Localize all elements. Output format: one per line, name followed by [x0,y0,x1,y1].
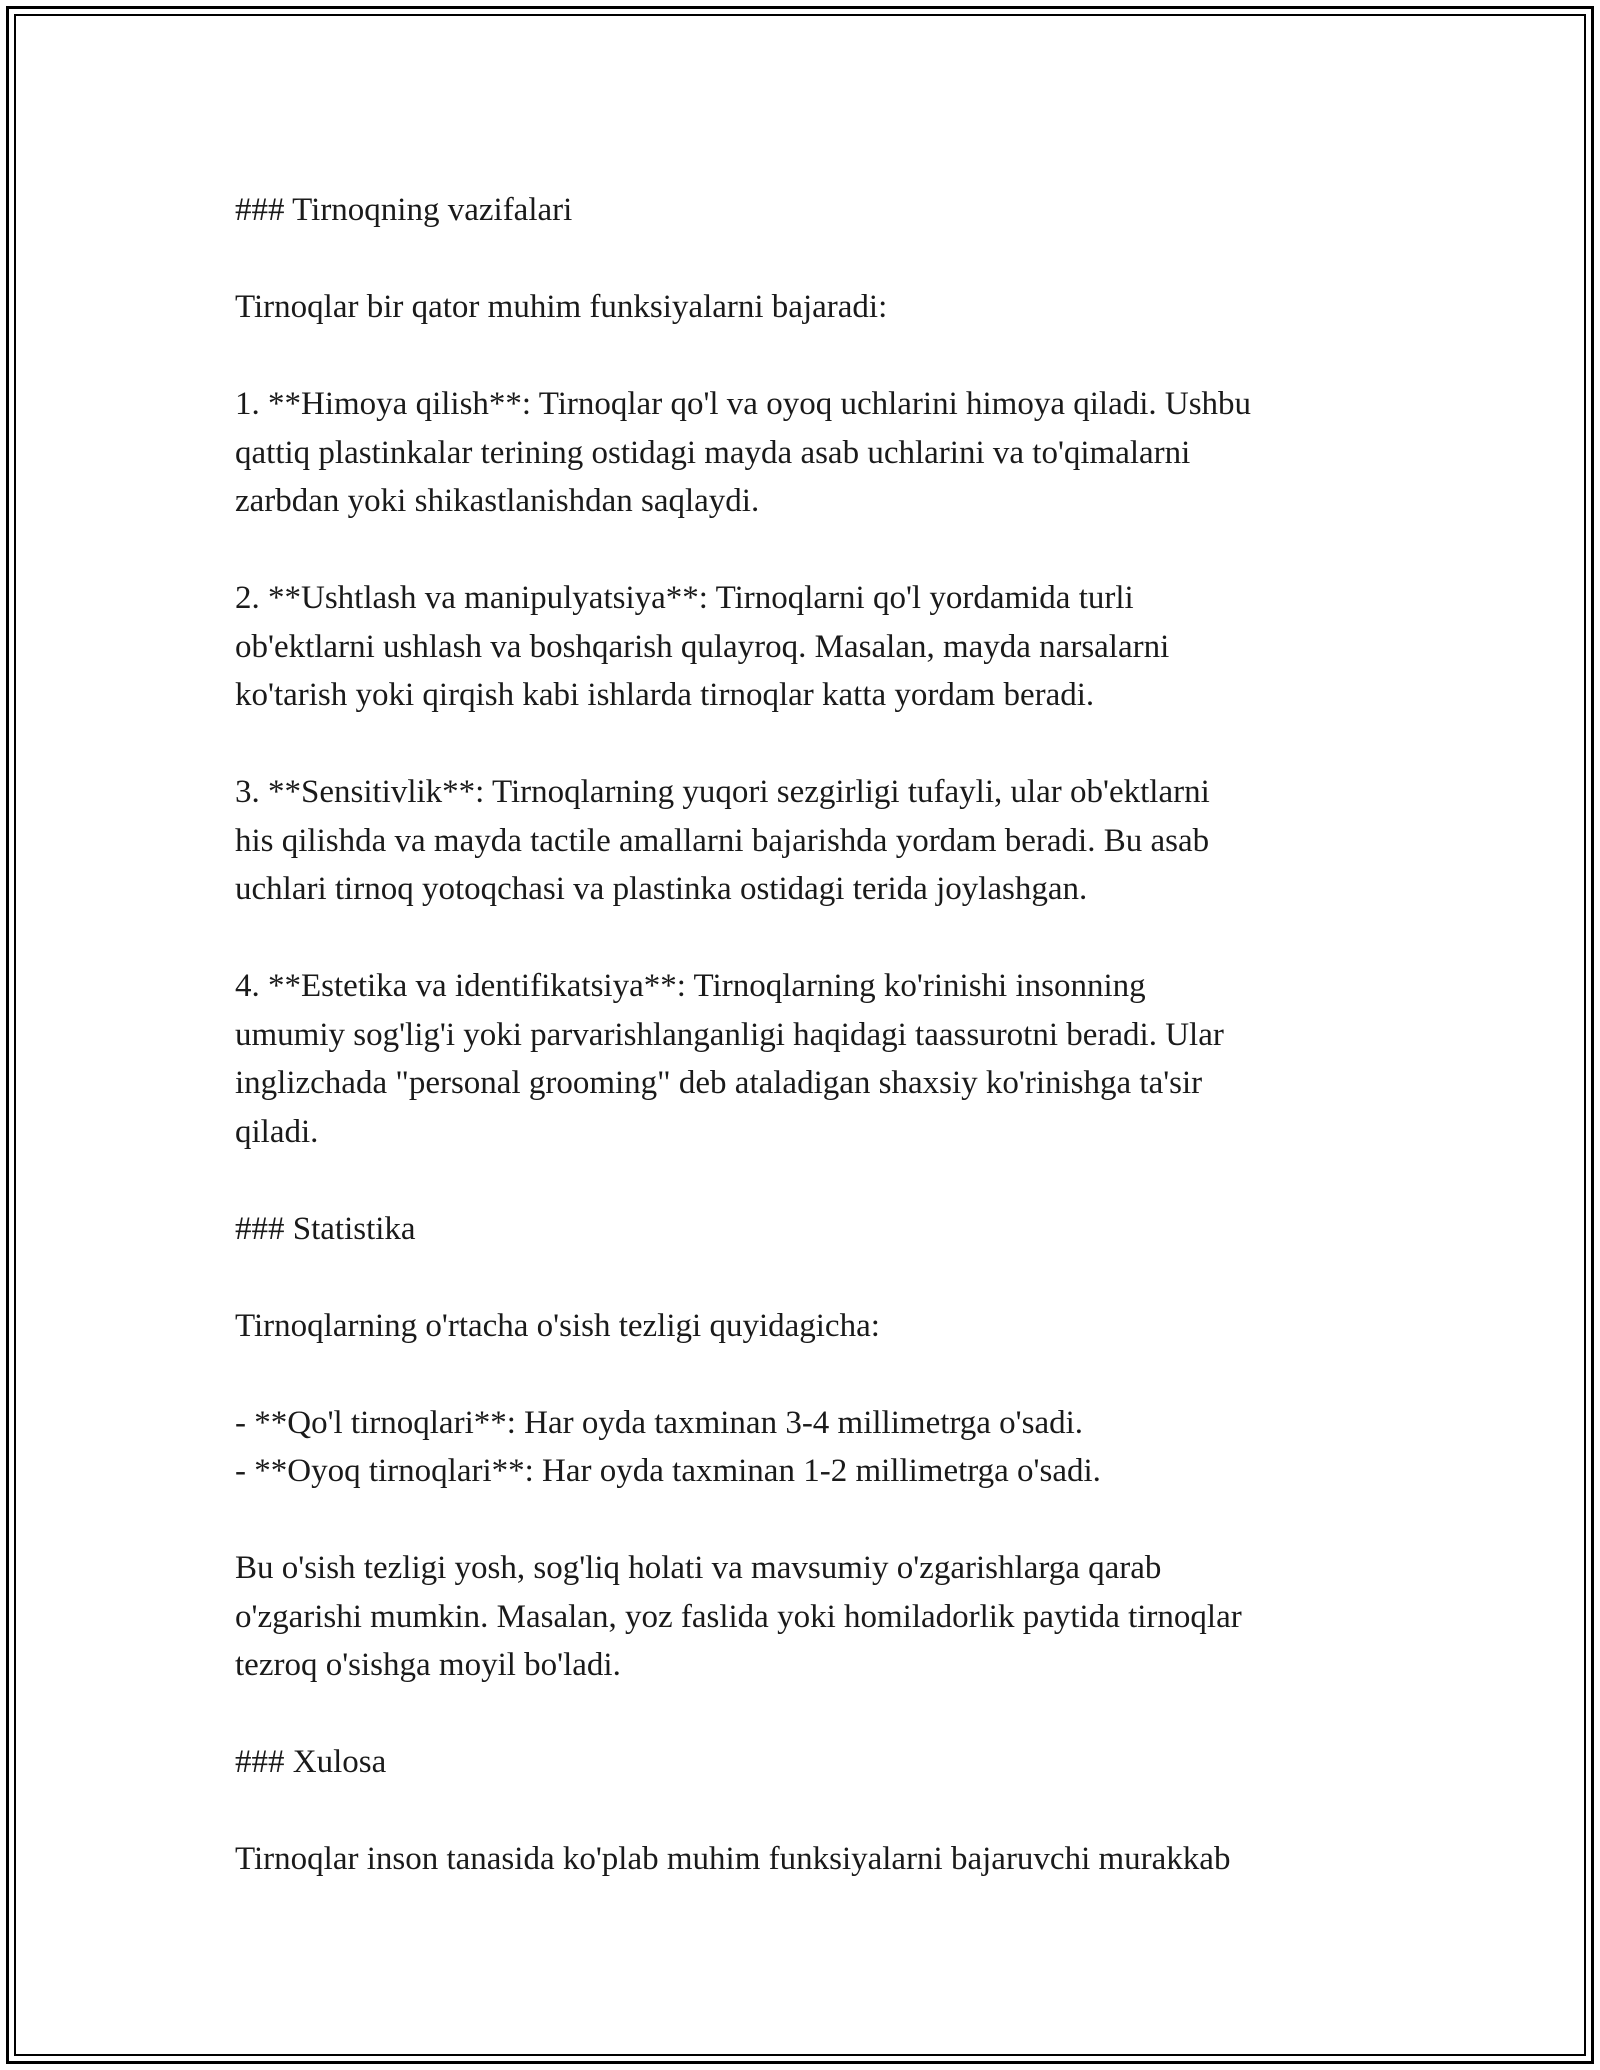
heading-tirnoqning-vazifalari [235,186,1385,235]
growth-bullet-list [235,1399,1385,1496]
xulosa-paragraph [235,1835,1385,1884]
list-item-line: inglizchada "personal grooming" deb ataladigan shaxsiy ko'rinishga ta'sir [235,1065,1203,1101]
list-item-line: his qilishda va mayda tactile amallarni bajarishda yordam beradi. Bu asab [235,822,1210,859]
heading-statistika [235,1205,1385,1254]
list-item-line: umumiy sog'lig'i yoki parvarishlanganligi haqidagi taassurotni beradi. Ular [235,1016,1224,1053]
list-item-line: 4. **Estetika va identifikatsiya**: Tirnoqlarning ko'rinishi insonning [235,968,1146,1004]
document-body [235,186,1385,1884]
list-item-line: zarbdan yoki shikastlanishdan saqlaydi. [235,483,760,519]
list-item-estetika [235,962,1385,1156]
heading-xulosa [235,1738,1385,1787]
heading-text: ### Tirnoqning vazifalari [235,192,573,228]
intro-paragraph [235,283,1385,332]
list-item-line: 2. **Ushtlash va manipulyatsiya**: Tirnoqlarni qo'l yordamida turli [235,580,1134,616]
list-item-line: 3. **Sensitivlik**: Tirnoqlarning yuqori sezgirligi tufayli, ular ob'ektlarni [235,774,1210,810]
list-item-line: qiladi. [235,1113,319,1150]
paragraph-line: Bu o'sish tezligi yosh, sog'liq holati va mavsumiy o'zgarishlarga qarab [235,1550,1162,1586]
paragraph-line: tezroq o'sishga moyil bo'ladi. [235,1647,621,1683]
paragraph-line: o'zgarishi mumkin. Masalan, yoz faslida yoki homiladorlik paytida tirnoqlar [235,1598,1242,1635]
statistika-intro-paragraph [235,1302,1385,1351]
paragraph-line: Tirnoqlar bir qator muhim funksiyalarni bajaradi: [235,289,888,325]
list-item-line: qattiq plastinkalar terining ostidagi mayda asab uchlarini va to'qimalarni [235,434,1191,471]
paragraph-line: Tirnoqlarning o'rtacha o'sish tezligi quyidagicha: [235,1307,880,1344]
paragraph-line: Tirnoqlar inson tanasida ko'plab muhim funksiyalarni bajaruvchi murakkab [235,1841,1231,1877]
heading-text: ### Statistika [235,1210,416,1247]
bullet-item: - **Oyoq tirnoqlari**: Har oyda taxminan 1-2 millimetrga o'sadi. [235,1453,1101,1489]
growth-factors-paragraph [235,1544,1385,1690]
list-item-himoya [235,380,1385,526]
list-item-line: ob'ektlarni ushlash va boshqarish qulayroq. Masalan, mayda narsalarni [235,628,1170,665]
list-item-line: ko'tarish yoki qirqish kabi ishlarda tirnoqlar katta yordam beradi. [235,677,1095,713]
list-item-sensitivlik [235,768,1385,914]
list-item-line: 1. **Himoya qilish**: Tirnoqlar qo'l va oyoq uchlarini himoya qiladi. Ushbu [235,386,1252,422]
list-item-line: uchlari tirnoq yotoqchasi va plastinka ostidagi terida joylashgan. [235,871,1088,907]
heading-text: ### Xulosa [235,1744,387,1780]
list-item-ushlash [235,574,1385,720]
bullet-item: - **Qo'l tirnoqlari**: Har oyda taxminan 3-4 millimetrga o'sadi. [235,1404,1084,1441]
